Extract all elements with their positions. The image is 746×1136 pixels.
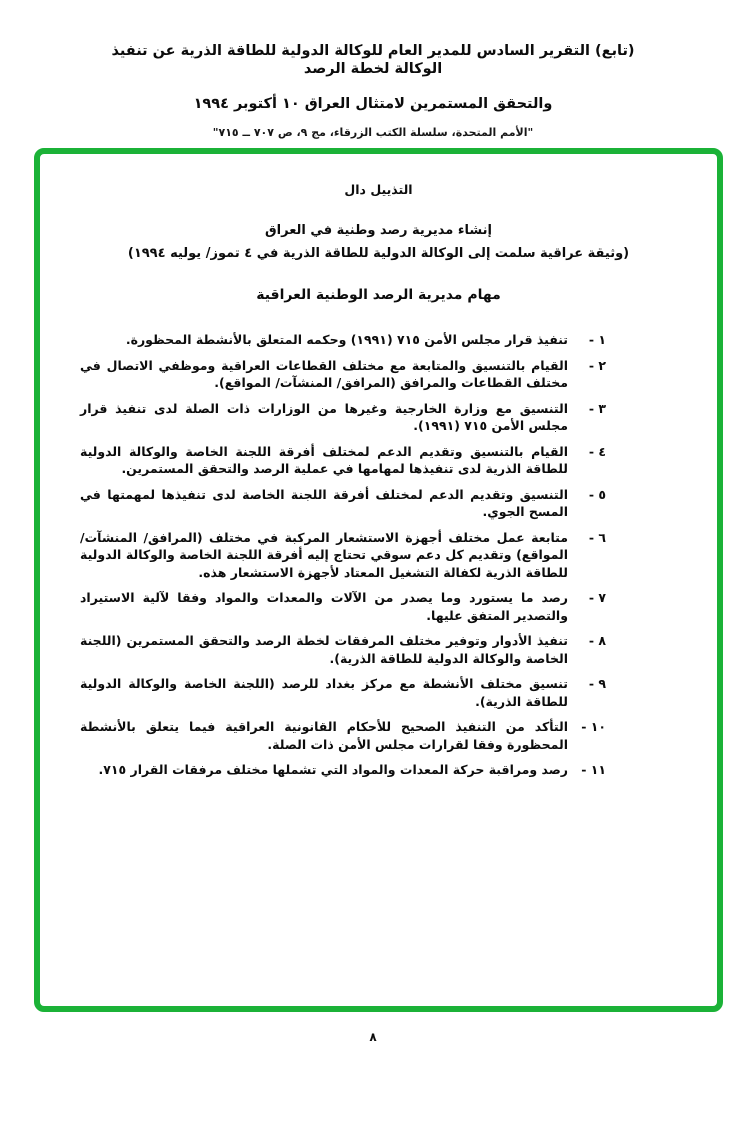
- task-text: تنفيذ قرار مجلس الأمن ٧١٥ (١٩٩١) وحكمه المتعلق بالأنشطة المحظورة.: [125, 332, 568, 347]
- page-number: ٨: [369, 1030, 377, 1044]
- task-item-6: [80, 529, 606, 582]
- task-number: ٣ -: [588, 400, 606, 416]
- header-source-citation: "الأمم المتحدة، سلسلة الكتب الزرقاء، مج ٩، ص ٧٠٧ ــ ٧١٥": [212, 126, 534, 140]
- appendix-label: التذييل دال: [344, 182, 413, 197]
- task-text: رصد ومراقبة حركة المعدات والمواد التي تشملها مختلف مرفقات القرار ٧١٥.: [98, 762, 568, 777]
- task-number: ٩ -: [588, 676, 606, 691]
- task-number: ١١ -: [581, 762, 606, 777]
- task-item-4: [80, 443, 606, 478]
- task-item-1: [80, 331, 606, 349]
- task-number: ٢ -: [588, 357, 606, 373]
- appendix-subtitle: (وثيقة عراقية سلمت إلى الوكالة الدولية للطاقة الذرية في ٤ تموز/ يوليه ١٩٩٤): [127, 246, 630, 261]
- appendix-content: [40, 154, 717, 779]
- task-item-9: [80, 675, 606, 710]
- green-highlight-box: [34, 148, 723, 1012]
- task-number: ٤ -: [588, 443, 606, 459]
- task-text: التأكد من التنفيذ الصحيح للأحكام القانونية العراقية فيما يتعلق بالأنشطة المحظورة وفقا لقرارات مجلس الأمن ذات الصلة.: [80, 719, 568, 752]
- task-text: التنسيق مع وزارة الخارجية وغيرها من الوزارات ذات الصلة لدى تنفيذ قرار مجلس الأمن ٧١٥ (١٩٩١).: [80, 400, 568, 433]
- task-text: تنفيذ الأدوار وتوفير مختلف المرفقات لخطة الرصد والتحقق المستمرين (اللجنة الخاصة والوكالة الدولية للطاقة الذرية).: [80, 633, 568, 666]
- task-number: ٥ -: [588, 486, 606, 502]
- section-heading: مهام مديرية الرصد الوطنية العراقية: [256, 287, 501, 303]
- task-number: ٨ -: [588, 633, 606, 648]
- task-text: تنسيق مختلف الأنشطة مع مركز بغداد للرصد (اللجنة الخاصة والوكالة الدولية للطاقة الذرية).: [80, 676, 568, 709]
- task-text: متابعة عمل مختلف أجهزة الاستشعار المركبة في مختلف (المرافق/ المنشآت/ المواقع) وتقديم كل دعم سوقي تحتاج إليه أفرقة اللجنة الخاصة والوكالة الدولية للطاقة الذرية لكفالة التشغيل المعتاد لأجهزة الاستشعار هذه.: [80, 529, 568, 580]
- task-text: رصد ما يستورد وما يصدر من الآلات والمعدات والمواد وفقا لآلية الاستيراد والتصدير المتفق عليها.: [80, 590, 568, 623]
- task-text: القيام بالتنسيق وتقديم الدعم لمختلف أفرقة اللجنة الخاصة والوكالة الدولية للطاقة الذرية لدى تنفيذها لمهامها في عملية الرصد والتحقق المستمرين.: [80, 443, 568, 476]
- task-item-10: [80, 718, 606, 753]
- task-text: القيام بالتنسيق والمتابعة مع مختلف القطاعات العراقية وموظفي الاتصال في مختلف القطاعات والمرافق (المرافق/ المنشآت/ المواقع).: [80, 357, 568, 390]
- task-number: ٧ -: [588, 590, 606, 605]
- task-item-7: [80, 589, 606, 624]
- header-title-line-1: (تابع) التقرير السادس للمدير العام للوكالة الدولية للطاقة الذرية عن تنفيذ الوكالة لخطة الرصد: [111, 43, 635, 78]
- task-number: ١٠ -: [581, 719, 606, 734]
- appendix-title: إنشاء مديرية رصد وطنية في العراق: [265, 223, 492, 238]
- task-item-11: [80, 761, 606, 779]
- task-item-2: [80, 357, 606, 392]
- task-item-5: [80, 486, 606, 521]
- document-header: [0, 42, 746, 139]
- task-item-3: [80, 400, 606, 435]
- task-item-8: [80, 632, 606, 667]
- task-number: ١ -: [588, 332, 606, 347]
- task-list: [80, 331, 606, 779]
- task-number: ٦ -: [588, 529, 606, 545]
- header-title-line-2: والتحقق المستمرين لامتثال العراق ١٠ أكتوبر ١٩٩٤: [193, 96, 553, 113]
- task-text: التنسيق وتقديم الدعم لمختلف أفرقة اللجنة الخاصة لدى تنفيذها لمهمتها في المسح الجوي.: [80, 486, 568, 519]
